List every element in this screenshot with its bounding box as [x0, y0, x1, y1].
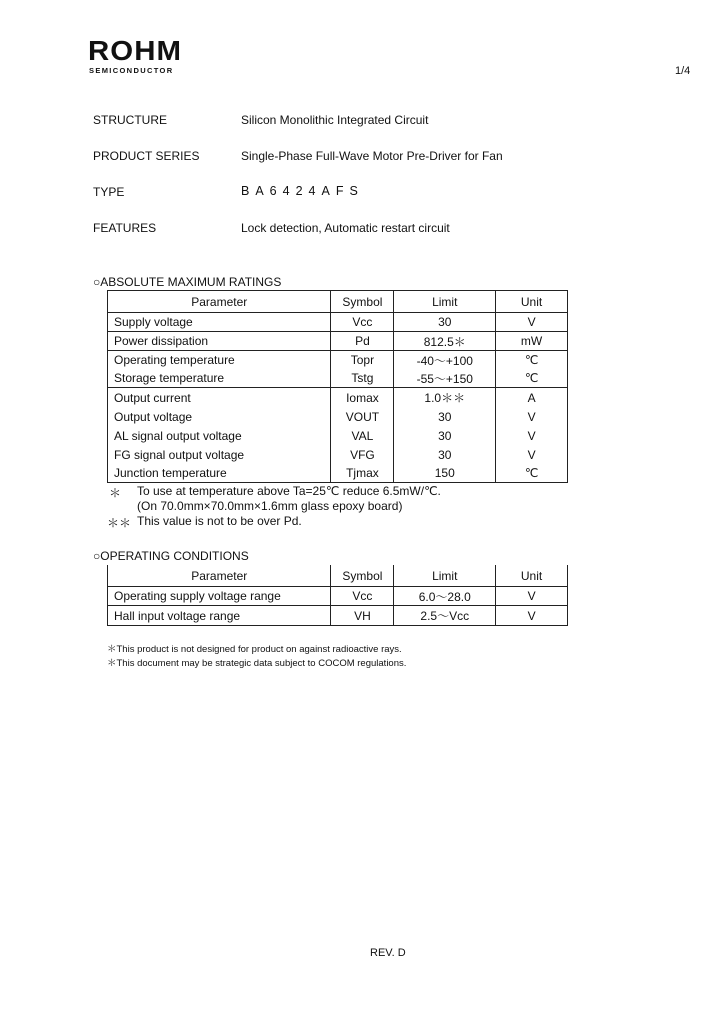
cell-parameter: Output voltage: [108, 407, 331, 426]
abs-max-title: ○ABSOLUTE MAXIMUM RATINGS: [93, 275, 282, 289]
note2-text: This value is not to be over Pd.: [137, 514, 302, 528]
cell-symbol: VAL: [331, 426, 394, 445]
cell-limit: 2.5～Vcc: [394, 606, 496, 626]
cell-parameter: Operating temperature: [108, 351, 331, 370]
note1-sub: (On 70.0mm×70.0mm×1.6mm glass epoxy board): [137, 499, 403, 513]
cell-limit: 812.5＊: [394, 332, 496, 351]
header-limit: Limit: [394, 291, 496, 313]
note1-mark: ＊: [109, 486, 122, 500]
page-number: 1/4: [675, 65, 691, 77]
cell-limit: 6.0～28.0: [394, 587, 496, 606]
cell-parameter: Output current: [108, 388, 331, 408]
abs-max-table: [107, 290, 568, 483]
type-value: BA6424AFS: [241, 184, 364, 198]
rohm-logo: ROHM: [88, 35, 183, 66]
table-row: [108, 606, 568, 626]
table-row: [108, 313, 568, 332]
cell-limit: -55～+150: [394, 369, 496, 388]
cell-symbol: VFG: [331, 445, 394, 464]
table-row: [108, 445, 568, 464]
structure-value: Silicon Monolithic Integrated Circuit: [241, 113, 429, 127]
cell-unit: V: [496, 606, 568, 626]
cell-unit: V: [496, 313, 568, 332]
footnote-radioactive: ＊This product is not designed for product on against radioactive rays.: [107, 644, 402, 655]
cell-unit: V: [496, 426, 568, 445]
cell-unit: ℃: [496, 369, 568, 388]
op-cond-table: [107, 565, 568, 626]
cell-symbol: Tstg: [331, 369, 394, 388]
features-label: FEATURES: [93, 221, 157, 235]
cell-limit: 30: [394, 445, 496, 464]
cell-symbol: Iomax: [331, 388, 394, 408]
header-parameter: Parameter: [108, 291, 331, 313]
table-row: [108, 426, 568, 445]
table-row: [108, 464, 568, 483]
product-series-value: Single-Phase Full-Wave Motor Pre-Driver for Fan: [241, 149, 503, 163]
cell-unit: V: [496, 587, 568, 606]
cell-parameter: FG signal output voltage: [108, 445, 331, 464]
structure-label: STRUCTURE: [93, 113, 167, 127]
footnote-cocom: ＊This document may be strategic data subject to COCOM regulations.: [107, 658, 407, 669]
table-row: [108, 369, 568, 388]
features-value: Lock detection, Automatic restart circuit: [241, 221, 450, 235]
header-unit: Unit: [496, 565, 568, 587]
cell-parameter: AL signal output voltage: [108, 426, 331, 445]
cell-unit: ℃: [496, 464, 568, 483]
cell-unit: ℃: [496, 351, 568, 370]
cell-limit: 30: [394, 313, 496, 332]
product-series-label: PRODUCT SERIES: [93, 149, 200, 163]
header-symbol: Symbol: [331, 291, 394, 313]
cell-symbol: Tjmax: [331, 464, 394, 483]
revision-label: REV. D: [370, 947, 406, 959]
cell-parameter: Hall input voltage range: [108, 606, 331, 626]
cell-unit: V: [496, 445, 568, 464]
header-symbol: Symbol: [331, 565, 394, 587]
table-row: [108, 332, 568, 351]
cell-symbol: Vcc: [331, 313, 394, 332]
table-row: [108, 351, 568, 370]
cell-limit: 1.0＊＊: [394, 388, 496, 408]
cell-unit: mW: [496, 332, 568, 351]
cell-limit: -40～+100: [394, 351, 496, 370]
cell-parameter: Power dissipation: [108, 332, 331, 351]
cell-symbol: VH: [331, 606, 394, 626]
note2-mark: ＊＊: [107, 516, 132, 530]
table-row: [108, 388, 568, 408]
table-row: [108, 407, 568, 426]
cell-symbol: Pd: [331, 332, 394, 351]
cell-limit: 150: [394, 464, 496, 483]
cell-limit: 30: [394, 426, 496, 445]
cell-unit: A: [496, 388, 568, 408]
header-unit: Unit: [496, 291, 568, 313]
cell-symbol: Vcc: [331, 587, 394, 606]
cell-symbol: VOUT: [331, 407, 394, 426]
header-parameter: Parameter: [108, 565, 331, 587]
cell-symbol: Topr: [331, 351, 394, 370]
op-cond-title: ○OPERATING CONDITIONS: [93, 549, 249, 563]
type-label: TYPE: [93, 185, 125, 199]
table-header-row: [108, 565, 568, 587]
cell-limit: 30: [394, 407, 496, 426]
table-row: [108, 587, 568, 606]
rohm-logo-subtitle: SEMICONDUCTOR: [89, 66, 174, 75]
header-limit: Limit: [394, 565, 496, 587]
cell-parameter: Operating supply voltage range: [108, 587, 331, 606]
cell-parameter: Supply voltage: [108, 313, 331, 332]
cell-parameter: Storage temperature: [108, 369, 331, 388]
cell-parameter: Junction temperature: [108, 464, 331, 483]
note1-text: To use at temperature above Ta=25℃ reduce 6.5mW/℃.: [137, 484, 441, 498]
cell-unit: V: [496, 407, 568, 426]
table-header-row: [108, 291, 568, 313]
